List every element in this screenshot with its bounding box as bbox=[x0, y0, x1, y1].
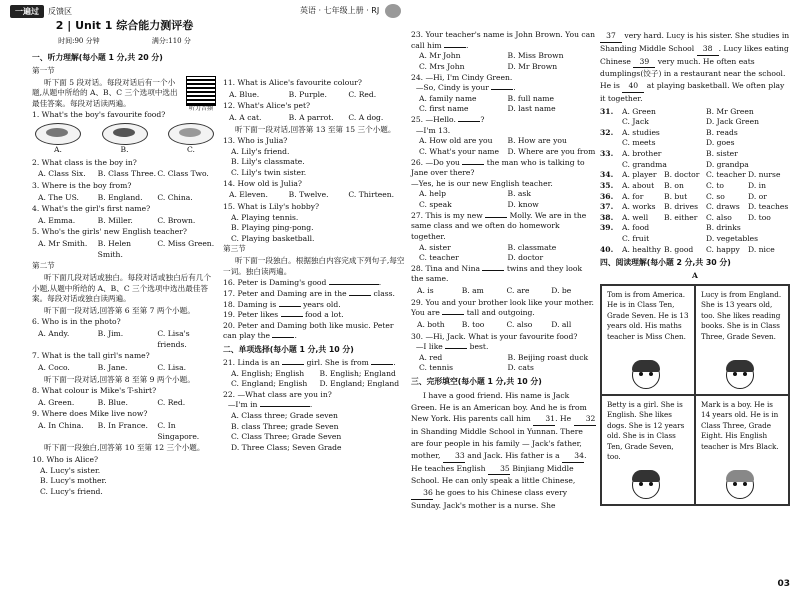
question-2-options: A. Class Six. B. Class Three. C. Class Two. bbox=[38, 169, 209, 179]
question-25-options: A. How old are you B. How are you C. What's your name D. Where are you from bbox=[419, 136, 596, 156]
cloze-blank-33[interactable]: 33 bbox=[443, 450, 465, 463]
question-11-options: A. Blue. B. Purple. C. Red. bbox=[229, 89, 377, 99]
answer-blank-21b[interactable] bbox=[371, 364, 393, 365]
question-8: 8. What colour is Mike's T-shirt? bbox=[32, 386, 157, 396]
question-11: 11. What is Alice's favourite colour? bbox=[223, 78, 362, 87]
cloze-option-row: C. meets D. goes bbox=[622, 138, 735, 148]
cloze-blank-34[interactable]: 34 bbox=[562, 450, 584, 463]
question-25: 25. —Hello. ? bbox=[411, 115, 485, 124]
answer-blank-22[interactable] bbox=[260, 406, 310, 407]
dialog-10-instructions: 听下面一段独白,回答第 10 至第 12 三个小题。 bbox=[44, 443, 205, 453]
answer-blank-16[interactable] bbox=[329, 284, 379, 285]
question-5: 5. Who's the girls' new English teacher? bbox=[32, 227, 187, 237]
question-30-options: A. red B. Beijing roast duck C. tennis D. cats bbox=[419, 352, 589, 373]
cloze-blank-39[interactable]: 39 bbox=[633, 56, 655, 69]
question-22-options: A. Class three; Grade seven B. class Three; grade Seven C. Class Three; Grade Seven D. Three Class; Seven Grade bbox=[231, 411, 342, 452]
question-14-options: A. Eleven. B. Twelve. C. Thirteen. bbox=[229, 190, 395, 200]
cloze-option-row: C. grandma D. grandpa bbox=[622, 159, 749, 169]
food-picture-b: B. bbox=[99, 123, 151, 156]
section-reading-title: 四、阅读理解(每小题 2 分,共 30 分) bbox=[600, 258, 731, 268]
question-22-answer: —I'm in . bbox=[227, 400, 313, 410]
question-12-options: A. A cat. B. A parrot. C. A dog. bbox=[229, 112, 384, 122]
answer-blank-27[interactable] bbox=[485, 217, 507, 218]
boy-face-icon bbox=[726, 471, 754, 499]
answer-blank-25[interactable] bbox=[458, 121, 480, 122]
question-22: 22. —What class are you in? bbox=[223, 389, 332, 399]
question-18: 18. Daming is years old. bbox=[223, 299, 341, 309]
answer-blank-21a[interactable] bbox=[282, 364, 304, 365]
cloze-blank-32[interactable]: 32 bbox=[574, 413, 596, 426]
cloze-option-row: C. fruit D. vegetables bbox=[622, 234, 759, 244]
question-24: 24. —Hi, I'm Cindy Green. bbox=[411, 72, 513, 82]
reading-part-a: A bbox=[692, 271, 698, 281]
question-4-options: A. Emma. B. Miller. C. Brown. bbox=[38, 215, 196, 225]
question-29: 29. You and your brother look like your mother. You are tall and outgoing. bbox=[411, 297, 594, 318]
question-1: 1. What's the boy's favourite food? bbox=[32, 110, 166, 120]
cloze-option-row: 36. A. for B. but C. so D. or bbox=[600, 191, 767, 201]
food-picture-c: C. bbox=[165, 123, 217, 156]
question-26-reply: —Yes, he is our new English teacher. bbox=[411, 178, 553, 188]
page-number: 03 bbox=[777, 579, 790, 590]
boy-face-icon bbox=[632, 361, 660, 389]
cloze-blank-31[interactable]: 31 bbox=[533, 413, 555, 426]
qr-block[interactable] bbox=[185, 77, 217, 113]
question-26: 26. —Do you the man who is talking to Jane over there? bbox=[411, 157, 585, 178]
answer-blank-24[interactable] bbox=[491, 89, 513, 90]
section-listening-title: 一、听力理解(每小题 1 分,共 20 分) bbox=[32, 53, 163, 62]
profile-lucy-text: Lucy is from England. She is 13 years old, too. She likes reading books. She is in Class Three, Grade Seven. bbox=[701, 289, 782, 341]
question-30-reply: —I like best. bbox=[415, 342, 489, 352]
profile-betty-text: Betty is a girl. She is English. She likes dogs. She is 12 years old. She is in Class Ten, Grade Seven, too. bbox=[607, 399, 685, 462]
question-9-options: A. In China. B. In France. C. In Singapore. bbox=[38, 421, 200, 441]
cloze-options bbox=[600, 107, 790, 256]
question-20: 20. Peter and Daming both like music. Peter can play the . bbox=[223, 320, 394, 341]
question-25-reply: —I'm 13. bbox=[415, 125, 451, 135]
cloze-option-row: C. Jack D. Jack Green bbox=[622, 117, 760, 127]
question-24-options: A. family name B. full name C. first name D. last name bbox=[419, 93, 556, 114]
question-13: 13. Who is Julia? bbox=[223, 136, 288, 146]
question-27: 27. This is my new Molly. We are in the same class and we often do homework together. bbox=[411, 210, 587, 241]
question-6: 6. Who is in the photo? bbox=[32, 317, 121, 327]
profile-mark bbox=[695, 395, 789, 505]
question-21-options: A. English; English B. English; England C. England; English D. England; England bbox=[231, 368, 400, 389]
answer-blank-23[interactable] bbox=[444, 47, 466, 48]
cloze-option-row: 31. A. Green B. Mr Green bbox=[600, 106, 754, 116]
cloze-option-row: 38. A. well B. either C. also D. too bbox=[600, 212, 771, 222]
question-15-options: A. Playing tennis. B. Playing ping-pong. C. Playing basketball. bbox=[231, 212, 315, 243]
column-2 bbox=[223, 78, 408, 454]
question-27-options: A. sister B. classmate C. teacher D. doctor bbox=[419, 242, 557, 263]
brand-logo: 一遍过 bbox=[10, 5, 44, 18]
question-28-options: A. is B. am C. are D. be bbox=[417, 286, 572, 295]
question-4: 4. What's the girl's first name? bbox=[32, 204, 151, 214]
question-3: 3. Where is the boy from? bbox=[32, 180, 132, 190]
profile-tom bbox=[601, 285, 695, 395]
question-19: 19. Peter likes food a lot. bbox=[223, 310, 344, 320]
section-choice-title: 二、单项选择(每小题 1 分,共 10 分) bbox=[223, 345, 354, 354]
cloze-option-row: 34. A. player B. doctor C. teacher D. nurse bbox=[600, 170, 781, 180]
profile-mark-text: Mark is a boy. He is 14 years old. He is in Class Three, Grade Eight. His English teacher is Mrs Black. bbox=[701, 399, 779, 451]
column-3 bbox=[411, 30, 596, 512]
girl-face-icon bbox=[632, 471, 660, 499]
cloze-option-row: 37. A. works B. drives C. draws D. teaches bbox=[600, 202, 789, 212]
dialog-13-instructions: 听下面一段对话,回答第 13 至第 15 三个小题。 bbox=[235, 124, 396, 134]
question-7: 7. What is the tall girl's name? bbox=[32, 351, 150, 361]
column-1 bbox=[32, 50, 217, 497]
cloze-blank-40[interactable]: 40 bbox=[622, 80, 644, 93]
cloze-blank-36[interactable]: 36 bbox=[411, 487, 433, 500]
question-15: 15. What is Lily's hobby? bbox=[223, 201, 320, 211]
question-1-pictures bbox=[32, 123, 217, 156]
column-4 bbox=[600, 30, 790, 506]
cloze-passage-continued: 37 very hard. Lucy is his sister. She studies in Shanding Middle School 38 . Lucy likes eating Chinese 39 very much. He often eats dumplings(饺子) in a restaurant near the school. He is 40 at playing basketball. We often play it together. bbox=[600, 31, 790, 103]
question-28: 28. Tina and Nina twins and they look the same. bbox=[411, 263, 583, 284]
part1-title: 第一节 bbox=[32, 65, 55, 75]
cloze-option-row: 40. A. healthy B. good C. happy D. nice bbox=[600, 244, 775, 254]
question-3-options: A. The US. B. England. C. China. bbox=[38, 192, 193, 202]
profile-lucy bbox=[695, 285, 789, 395]
reading-profile-grid bbox=[600, 284, 790, 506]
cloze-blank-38[interactable]: 38 bbox=[697, 43, 719, 56]
section-cloze-title: 三、完形填空(每小题 1 分,共 10 分) bbox=[411, 377, 542, 386]
girl-face-icon bbox=[726, 361, 754, 389]
header-section: 反馈区 bbox=[48, 7, 72, 16]
exam-meta bbox=[32, 37, 217, 47]
time-limit: 时间:90 分钟 bbox=[58, 37, 100, 45]
question-5-options: A. Mr Smith. B. Helen Smith. C. Miss Green. bbox=[38, 239, 215, 259]
cloze-blank-35[interactable]: 35 bbox=[488, 463, 510, 476]
answer-blank-26[interactable] bbox=[462, 164, 484, 165]
food-picture-a: A. bbox=[32, 123, 84, 156]
question-13-options: A. Lily's friend. B. Lily's classmate. C. Lily's twin sister. bbox=[231, 146, 307, 177]
question-26-options: A. help B. ask C. speak D. know bbox=[419, 189, 539, 209]
question-10: 10. Who is Alice? bbox=[32, 454, 99, 464]
header-left bbox=[10, 5, 72, 18]
cloze-passage: I have a good friend. His name is Jack Green. He is an American boy. And he is from New York. His parents call him 31. He 32 in Shanding Middle School in Yunnan. There are four people in his family — Jack's father, mother, 33 and Jack. His father is a 34. He teaches English 35 Binjiang Middle School. He can only speak a little Chinese, 36 he goes to his Chinese class every Sunday. Jack's mother is a nurse. She bbox=[411, 390, 596, 510]
question-14: 14. How old is Julia? bbox=[223, 178, 303, 188]
question-8-options: A. Green. B. Blue. C. Red. bbox=[38, 397, 186, 407]
answer-blank-20[interactable] bbox=[272, 337, 294, 338]
cloze-blank-37[interactable]: 37 bbox=[600, 30, 622, 43]
question-10-options: A. Lucy's sister. B. Lucy's mother. C. Lucy's friend. bbox=[40, 465, 107, 496]
full-score: 满分:110 分 bbox=[151, 37, 191, 45]
question-6-options: A. Andy. B. Jim. C. Lisa's friends. bbox=[38, 329, 190, 349]
question-16: 16. Peter is Daming's good . bbox=[223, 278, 382, 288]
profile-tom-text: Tom is from America. He is in Class Ten, Grade Seven. He is 13 years old. His maths teacher is Miss Chen. bbox=[607, 289, 689, 341]
part2-title: 第二节 bbox=[32, 261, 55, 271]
qr-code-icon[interactable] bbox=[187, 77, 215, 105]
question-24-answer: —So, Cindy is your . bbox=[415, 83, 516, 93]
qr-label: 听力音频 bbox=[188, 104, 213, 112]
question-2: 2. What class is the boy in? bbox=[32, 157, 137, 167]
answer-blank-28[interactable] bbox=[482, 270, 504, 271]
cloze-option-row: 39. A. food B. drinks bbox=[600, 223, 741, 233]
cloze-option-row: 32. A. studies B. reads bbox=[600, 127, 738, 137]
profile-betty bbox=[601, 395, 695, 505]
page-title: 2 | Unit 1 综合能力测评卷 bbox=[55, 19, 194, 32]
question-9: 9. Where does Mike live now? bbox=[32, 409, 148, 419]
question-23-options: A. Mr John B. Miss Brown C. Mrs John D. Mr Brown bbox=[419, 51, 564, 71]
answer-blank-18[interactable] bbox=[279, 306, 301, 307]
question-23: 23. Your teacher's name is John Brown. You can call him . bbox=[411, 30, 596, 50]
mascot-icon bbox=[385, 4, 401, 18]
answer-blank-19[interactable] bbox=[281, 316, 303, 317]
question-17: 17. Peter and Daming are in the class. bbox=[223, 288, 395, 298]
answer-blank-29[interactable] bbox=[442, 314, 464, 315]
part3-title: 第三节 bbox=[223, 244, 246, 254]
answer-blank-30[interactable] bbox=[445, 348, 467, 349]
question-12: 12. What's Alice's pet? bbox=[223, 101, 311, 111]
question-30: 30. —Hi, Jack. What is your favourite food? bbox=[411, 331, 578, 341]
dialog-8-instructions: 听下面一段对话,回答第 8 至第 9 两个小题。 bbox=[44, 374, 195, 384]
question-29-options: A. both B. too C. also D. all bbox=[417, 319, 572, 329]
cloze-option-row: 35. A. about B. on C. to D. in bbox=[600, 180, 766, 190]
question-7-options: A. Coco. B. Jane. C. Lisa. bbox=[38, 362, 187, 372]
dialog-6-instructions: 听下面一段对话,回答第 6 至第 7 两个小题。 bbox=[44, 305, 195, 315]
header-book bbox=[300, 4, 401, 18]
part3-intro: 听下面一段独白。根据独白内容完成下列句子,每空一词。独白读两遍。 bbox=[223, 256, 405, 276]
question-21: 21. Linda is an girl. She is from . bbox=[223, 357, 396, 367]
answer-blank-17[interactable] bbox=[349, 295, 371, 296]
part2-intro: 听下面几段对话或独白。每段对话或独白后有几个小题,从题中所给的 A、B、C 三个选项中选出最佳答案。每段对话或独白读两遍。 bbox=[32, 272, 212, 304]
book-title: 英语 · 七年级上册 · RJ bbox=[300, 6, 380, 16]
part1-intro: 听下面 5 段对话。每段对话后有一个小题,从题中所给的 A、B、C 三个选项中选出最佳答案。每段对话读两遍。 bbox=[32, 77, 178, 108]
cloze-option-row: 33. A. brother B. sister bbox=[600, 149, 738, 159]
